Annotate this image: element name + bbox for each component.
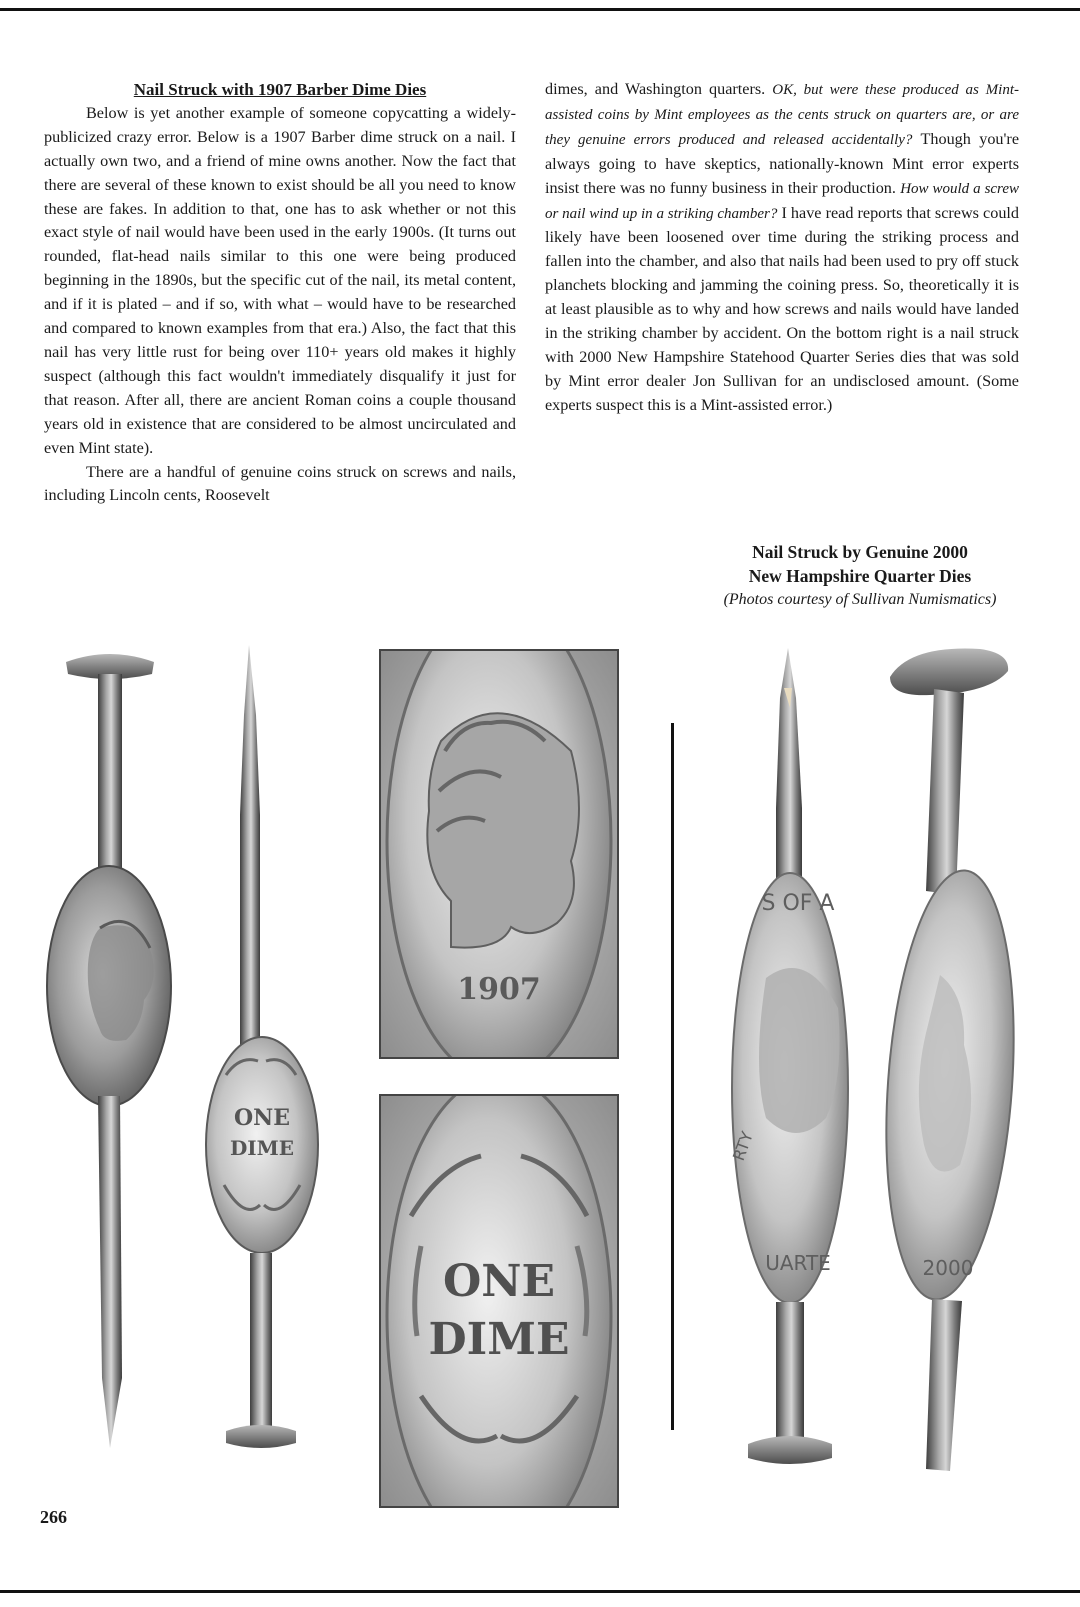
caption-credit: (Photos courtesy of Sullivan Numismatics) — [723, 591, 997, 608]
closeup-reverse-photo — [379, 1094, 619, 1508]
right-text-2: Though you're always going to have skeptics, nationally-known Mint error experts insist there was no funny business in their production. — [545, 129, 1020, 197]
closeup-dime: DIME — [428, 1314, 570, 1365]
nail-barber-obverse-photo — [30, 648, 180, 1458]
nail-quarter-reverse-photo — [870, 645, 1020, 1485]
photo-divider-line — [671, 723, 674, 1430]
closeup-reverse-art — [381, 1096, 617, 1506]
nail-quarter-obverse-photo — [726, 648, 866, 1488]
left-column — [44, 78, 516, 508]
quarter-reverse-date: 2000 — [922, 1256, 974, 1280]
left-paragraph-2: There are a handful of genuine coins struck on screws and nails, including Lincoln cents, Roosevelt — [44, 462, 516, 505]
right-text-3: I have read reports that screws could likely have been loosened over time during the striking process and fallen into the chamber, and also that nails had been used to pry off stuck planchets blocking and jamming the coining press. So, theoretically it is at least plausible as to why and how screws and nails would have landed in the striking chamber by accident. On the bottom right is a nail struck with 2000 New Hampshire Statehood Quarter Series dies that was sold by Mint error dealer Jon Sullivan for an undisclosed amount. (Some experts suspect this is a Mint-assisted error.) — [545, 203, 1020, 414]
page-number: 266 — [40, 1507, 67, 1527]
closeup-obverse-art — [381, 651, 617, 1057]
right-italic-question-1: OK, but were these produced as Mint-assisted coins by Mint employees as the cents struck on quarters are, or are they genuine errors produced and released accidentally? — [545, 82, 1019, 148]
closeup-one: ONE — [442, 1256, 556, 1307]
right-column — [545, 78, 1019, 418]
right-italic-question-2: How would a screw or nail wind up in a striking chamber? — [545, 180, 1020, 222]
dime-reverse-text-2: DIME — [229, 1136, 295, 1160]
dime-reverse-text-1: ONE — [233, 1105, 291, 1131]
top-rule — [0, 8, 1080, 11]
right-text-1: dimes, and Washington quarters. — [545, 80, 766, 98]
right-paragraph — [545, 78, 1019, 418]
bottom-rule — [0, 1590, 1080, 1593]
caption-line-2: New Hampshire Quarter Dies — [748, 566, 972, 586]
article-heading: Nail Struck with 1907 Barber Dime Dies — [133, 80, 427, 99]
photo-caption — [690, 540, 1030, 612]
caption-line-1: Nail Struck by Genuine 2000 — [752, 542, 968, 562]
quarter-obverse-legend: S OF A — [761, 891, 835, 916]
nail-barber-reverse-photo — [200, 645, 340, 1465]
closeup-date: 1907 — [457, 972, 541, 1007]
closeup-obverse-photo — [379, 649, 619, 1059]
quarter-obverse-lower-legend: UARTE — [765, 1251, 831, 1275]
quarter-obverse-side-legend: RTY — [728, 1129, 757, 1164]
left-paragraph-1: Below is yet another example of someone copycatting a widely-publicized crazy error. Below is a 1907 Barber dime struck on a nail. I actually own two, and a friend of mine owns another. Now the fact that there are several of these known to exist should be all you need to know these are fakes. In addition to that, one has to ask whether or not this exact style of nail would have been used in the early 1900s. (It turns out rounded, flat-head nails similar to this one were being produced beginning in the 1890s, but the specific cut of the nail, its metal content, and if it is plated – and if so, with what – would have to be researched and compared to known examples from that era.) Also, the fact that this nail has very little rust for being over 110+ years old makes it highly suspect (although this fact wouldn't immediately disqualify it just for that reason. After all, there are ancient Roman coins a couple thousand years old in existence that are considered to be almost uncirculated and even Mint state). — [44, 103, 516, 457]
